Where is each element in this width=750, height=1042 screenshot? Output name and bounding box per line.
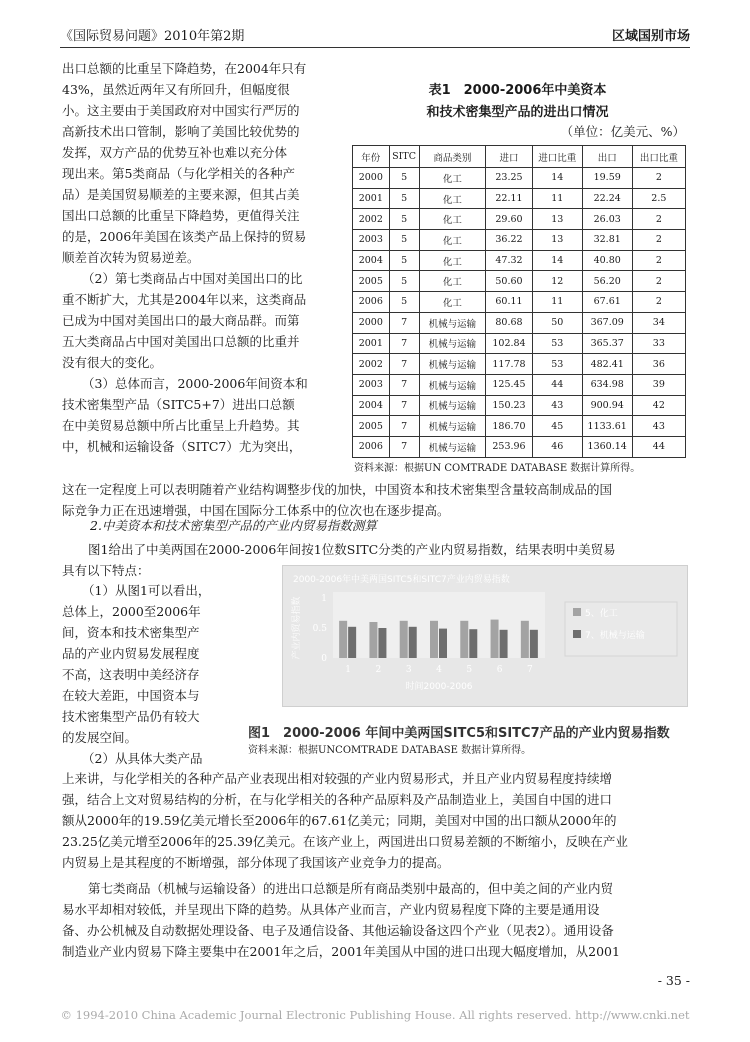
table-row xyxy=(353,230,686,251)
chart-bar xyxy=(521,621,529,658)
table-row xyxy=(353,168,686,189)
text-line: 第七类商品（机械与运输设备）的进出口总额是所有商品类别中最高的，但中美之间的产业内贸 xyxy=(88,881,614,896)
table-unit: （单位：亿美元、%） xyxy=(560,124,685,139)
table-cell: 化工 xyxy=(419,188,486,209)
chart-svg xyxy=(283,566,687,706)
table-cell: 50.60 xyxy=(486,271,533,292)
table-cell: 5 xyxy=(389,292,419,313)
table-cell: 2.5 xyxy=(632,188,685,209)
table-cell: 1360.14 xyxy=(582,436,632,457)
table-cell: 2003 xyxy=(353,230,390,251)
table-cell: 7 xyxy=(389,395,419,416)
figure-chart xyxy=(282,565,688,707)
table-cell: 33 xyxy=(632,333,685,354)
table-cell: 2 xyxy=(632,271,685,292)
text-line: 间，资本和技术密集型产 xyxy=(62,625,200,640)
table-cell: 53 xyxy=(532,354,582,375)
text-line: 制造业产业内贸易下降主要集中在2001年之后，2001年美国从中国的进口出现大幅度增加，从2001 xyxy=(62,944,620,959)
table-cell: 900.94 xyxy=(582,395,632,416)
table-cell: 50 xyxy=(532,312,582,333)
header-rule xyxy=(60,47,690,48)
text-line: 备、办公机械及自动数据处理设备、电子及通信设备、其他运输设备这四个产业（见表2）。通用设备 xyxy=(62,923,614,938)
left-column-text xyxy=(62,580,230,769)
chart-bar xyxy=(369,622,377,658)
text-line: 的发展空间。 xyxy=(62,730,138,745)
table-cell: 7 xyxy=(389,354,419,375)
table-row xyxy=(353,209,686,230)
data-table xyxy=(352,145,686,458)
table-header-row xyxy=(353,146,686,168)
table-cell: 43 xyxy=(632,416,685,437)
chart-bar xyxy=(348,627,356,658)
table-cell: 机械与运输 xyxy=(419,416,486,437)
table-cell: 5 xyxy=(389,188,419,209)
table-cell: 40.80 xyxy=(582,250,632,271)
table-cell: 14 xyxy=(532,168,582,189)
table-row xyxy=(353,188,686,209)
paragraph xyxy=(62,768,688,873)
text-line: （1）从图1可以看出， xyxy=(82,583,211,598)
page-number: - 35 - xyxy=(657,973,690,988)
table-cell: 机械与运输 xyxy=(419,436,486,457)
table-cell: 44 xyxy=(632,436,685,457)
table-cell: 67.61 xyxy=(582,292,632,313)
table-cell: 11 xyxy=(532,292,582,313)
table-cell: 186.70 xyxy=(486,416,533,437)
text-line: 内贸易上是其程度的不断增强，部分体现了我国该产业竞争力的提高。 xyxy=(62,855,450,870)
table-cell: 2 xyxy=(632,230,685,251)
chart-bar xyxy=(469,629,477,658)
chart-bar xyxy=(530,630,538,658)
table-cell: 43 xyxy=(532,395,582,416)
table-cell: 2005 xyxy=(353,416,390,437)
text-line: 品的产业内贸易发展程度 xyxy=(62,646,200,661)
text-line: 具有以下特点： xyxy=(62,563,150,578)
table-cell: 2 xyxy=(632,292,685,313)
table-cell: 2000 xyxy=(353,168,390,189)
table-cell: 26.03 xyxy=(582,209,632,230)
table-cell: 化工 xyxy=(419,271,486,292)
table-cell: 2004 xyxy=(353,395,390,416)
table-cell: 5 xyxy=(389,209,419,230)
text-line: 品）是美国贸易顺差的主要来源，但其占美 xyxy=(62,187,300,202)
table-cell: 2006 xyxy=(353,436,390,457)
text-line: 国出口总额的比重呈下降趋势，更值得关注 xyxy=(62,208,300,223)
table-cell: 2000 xyxy=(353,312,390,333)
text-line: （2）从具体大类产品 xyxy=(82,751,203,766)
chart-bar xyxy=(409,627,417,658)
table-cell: 2002 xyxy=(353,209,390,230)
chart-xtick-label: 4 xyxy=(436,665,442,675)
table-cell: 13 xyxy=(532,209,582,230)
table-cell: 36.22 xyxy=(486,230,533,251)
text-line: 图1给出了中美两国在2000-2006年间按1位数SITC分类的产业内贸易指数，结果表明中美贸易 xyxy=(88,542,616,557)
table-cell: 117.78 xyxy=(486,354,533,375)
table-cell: 22.24 xyxy=(582,188,632,209)
table-source: 资料来源：根据UN COMTRADE DATABASE 数据计算所得。 xyxy=(354,463,641,474)
chart-bar xyxy=(430,621,438,658)
table-row xyxy=(353,374,686,395)
table-row xyxy=(353,333,686,354)
text-line: 际竞争力正在迅速增强，中国在国际分工体系中的位次也在逐步提高。 xyxy=(62,503,450,518)
text-line: 已成为中国对美国出口的最大商品群。而第 xyxy=(62,313,300,328)
left-column-text xyxy=(62,58,341,457)
table-cell: 2002 xyxy=(353,354,390,375)
table-cell: 机械与运输 xyxy=(419,395,486,416)
section-heading: 2.中美资本和技术密集型产品的产业内贸易指数测算 xyxy=(90,518,377,533)
table-cell: 2001 xyxy=(353,333,390,354)
table-row xyxy=(353,395,686,416)
table-cell: 23.25 xyxy=(486,168,533,189)
text-line: 的是，2006年美国在该类产品上保持的贸易 xyxy=(62,229,307,244)
text-line: 五大类商品占中国对美国出口总额的比重并 xyxy=(62,334,300,349)
table-cell: 42 xyxy=(632,395,685,416)
chart-bar xyxy=(339,621,347,658)
text-line: 不高，这表明中美经济存 xyxy=(62,667,200,682)
table-cell: 7 xyxy=(389,436,419,457)
text-line: 强，结合上文对贸易结构的分析，在与化学相关的各种产品原料及产品制造业上，美国自中国的进口 xyxy=(62,792,613,807)
table-row xyxy=(353,436,686,457)
table-header-cell: 进口 xyxy=(486,146,533,168)
copyright-footer: © 1994-2010 China Academic Journal Electronic Publishing House. All rights reserved. http://www.cnki.net xyxy=(60,1008,690,1022)
table-header-cell: 进口比重 xyxy=(532,146,582,168)
paragraph xyxy=(62,479,688,521)
text-line: 出口总额的比重呈下降趋势，在2004年只有 xyxy=(62,61,307,76)
table-cell: 29.60 xyxy=(486,209,533,230)
chart-bar xyxy=(491,620,499,658)
text-line: 总体上，2000至2006年 xyxy=(62,604,201,619)
table-cell: 53 xyxy=(532,333,582,354)
table-row xyxy=(353,250,686,271)
text-line: 现出来。第5类商品（与化学相关的各种产 xyxy=(62,166,295,181)
text-line: 这在一定程度上可以表明随着产业结构调整步伐的加快，中国资本和技术密集型含量较高制成品的国 xyxy=(62,482,613,497)
table-cell: 化工 xyxy=(419,250,486,271)
table-cell: 化工 xyxy=(419,209,486,230)
table-cell: 7 xyxy=(389,416,419,437)
text-line: 23.25亿美元增至2006年的25.39亿美元。在该产业上，两国进出口贸易差额的不断缩小，反映在产业 xyxy=(62,834,628,849)
chart-xtick-label: 3 xyxy=(405,665,412,675)
text-line: 高新技术出口管制，影响了美国比较优势的 xyxy=(62,124,300,139)
text-line: （3）总体而言，2000-2006年间资本和 xyxy=(82,376,308,391)
chart-bar xyxy=(439,629,447,658)
table-cell: 482.41 xyxy=(582,354,632,375)
table-title-line: 和技术密集型产品的进出口情况 xyxy=(426,105,609,120)
table-cell: 化工 xyxy=(419,168,486,189)
table-cell: 365.37 xyxy=(582,333,632,354)
text-line: 顺差首次转为贸易逆差。 xyxy=(62,250,200,265)
table-cell: 44 xyxy=(532,374,582,395)
table-cell: 46 xyxy=(532,436,582,457)
table-cell: 14 xyxy=(532,250,582,271)
chart-bar xyxy=(500,630,508,658)
table-cell: 12 xyxy=(532,271,582,292)
text-line: 上来讲，与化学相关的各种产品产业表现出相对较强的产业内贸易形式，并且产业内贸易程度持续增 xyxy=(62,771,613,786)
figure-source: 资料来源：根据UNCOMTRADE DATABASE 数据计算所得。 xyxy=(248,745,532,756)
table-cell: 5 xyxy=(389,271,419,292)
table-cell: 47.32 xyxy=(486,250,533,271)
text-line: （2）第七类商品占中国对美国出口的比 xyxy=(82,271,303,286)
table-cell: 150.23 xyxy=(486,395,533,416)
table-cell: 102.84 xyxy=(486,333,533,354)
chart-legend-box xyxy=(565,602,677,656)
chart-legend-label: 7、机械与运输 xyxy=(585,631,645,641)
table-cell: 5 xyxy=(389,168,419,189)
table-cell: 2001 xyxy=(353,188,390,209)
table-cell: 7 xyxy=(389,374,419,395)
text-line: 技术密集型产品（SITC5+7）进出口总额 xyxy=(62,397,295,412)
chart-legend-swatch xyxy=(573,608,581,616)
chart-bar xyxy=(460,621,468,658)
table-cell: 34 xyxy=(632,312,685,333)
table-cell: 化工 xyxy=(419,230,486,251)
table-cell: 2 xyxy=(632,250,685,271)
figure-caption: 图1 2000-2006 年间中美两国SITC5和SITC7产品的产业内贸易指数 xyxy=(248,726,670,741)
text-line: 发挥，双方产品的优势互补也难以充分体 xyxy=(62,145,288,160)
table-row xyxy=(353,312,686,333)
table-cell: 80.68 xyxy=(486,312,533,333)
table-cell: 机械与运输 xyxy=(419,374,486,395)
text-line: 中，机械和运输设备（SITC7）尤为突出， xyxy=(62,439,302,454)
table-header-cell: 年份 xyxy=(353,146,390,168)
chart-ytick-label: 0.5 xyxy=(312,624,327,634)
table-cell: 2005 xyxy=(353,271,390,292)
table-cell: 32.81 xyxy=(582,230,632,251)
table-cell: 机械与运输 xyxy=(419,312,486,333)
text-line: 没有很大的变化。 xyxy=(62,355,163,370)
table-cell: 56.20 xyxy=(582,271,632,292)
chart-xtick-label: 6 xyxy=(496,665,503,675)
table-cell: 45 xyxy=(532,416,582,437)
table-cell: 19.59 xyxy=(582,168,632,189)
table-cell: 2 xyxy=(632,209,685,230)
chart-xtick-label: 1 xyxy=(345,665,352,675)
table-header-cell: 出口比重 xyxy=(632,146,685,168)
text-line: 在较大差距，中国资本与 xyxy=(62,688,200,703)
chart-legend-label: 5、化工 xyxy=(585,609,618,619)
table-cell: 36 xyxy=(632,354,685,375)
table-cell: 13 xyxy=(532,230,582,251)
table-cell: 11 xyxy=(532,188,582,209)
table-cell: 60.11 xyxy=(486,292,533,313)
text-line: 重不断扩大，尤其是2004年以来，这类商品 xyxy=(62,292,307,307)
table-cell: 22.11 xyxy=(486,188,533,209)
table-header-cell: 商品类别 xyxy=(419,146,486,168)
text-line: 易水平却相对较低，并呈现出下降的趋势。从具体产业而言，产业内贸易程度下降的主要是通用设 xyxy=(62,902,600,917)
paragraph xyxy=(62,878,688,962)
chart-ytick-label: 1 xyxy=(321,594,327,604)
section-header: 区域国别市场 xyxy=(611,29,690,44)
table-header-cell: SITC xyxy=(389,146,419,168)
table-cell: 机械与运输 xyxy=(419,354,486,375)
table-cell: 1133.61 xyxy=(582,416,632,437)
table-row xyxy=(353,292,686,313)
text-line: 小。这主要由于美国政府对中国实行严厉的 xyxy=(62,103,300,118)
text-line: 在中美贸易总额中所占比重呈上升趋势。其 xyxy=(62,418,300,433)
table-cell: 5 xyxy=(389,250,419,271)
table-cell: 7 xyxy=(389,333,419,354)
text-line: 额从2000年的19.59亿美元增长至2006年的67.61亿美元；同期，美国对中国的出口额从2000年的 xyxy=(62,813,617,828)
text-line: 43%，虽然近两年又有所回升，但幅度很 xyxy=(62,82,290,97)
table-cell: 125.45 xyxy=(486,374,533,395)
table-cell: 机械与运输 xyxy=(419,333,486,354)
chart-xtick-label: 7 xyxy=(526,665,533,675)
journal-header: 《国际贸易问题》2010年第2期 xyxy=(60,29,245,44)
chart-ytick-label: 0 xyxy=(321,654,327,664)
table-cell: 2006 xyxy=(353,292,390,313)
chart-title: 2000-2006年中美两国SITC5和SITC7产业内贸易指数 xyxy=(293,575,510,585)
table-cell: 253.96 xyxy=(486,436,533,457)
table-cell: 化工 xyxy=(419,292,486,313)
table-cell: 2003 xyxy=(353,374,390,395)
table-title xyxy=(350,80,685,124)
chart-xtick-label: 5 xyxy=(466,665,473,675)
table-row xyxy=(353,271,686,292)
table-cell: 7 xyxy=(389,312,419,333)
table-title-line: 表1 2000-2006年中美资本 xyxy=(428,83,607,98)
table-cell: 2004 xyxy=(353,250,390,271)
chart-legend-swatch xyxy=(573,630,581,638)
table-cell: 5 xyxy=(389,230,419,251)
table-cell: 2 xyxy=(632,168,685,189)
table-row xyxy=(353,354,686,375)
table-header-cell: 出口 xyxy=(582,146,632,168)
table-cell: 39 xyxy=(632,374,685,395)
chart-xlabel: 时间2000-2006 xyxy=(405,682,473,692)
chart-xtick-label: 2 xyxy=(375,665,382,675)
table-cell: 634.98 xyxy=(582,374,632,395)
table-cell: 367.09 xyxy=(582,312,632,333)
chart-bar xyxy=(378,628,386,658)
chart-bar xyxy=(400,621,408,658)
text-line: 技术密集型产品仍有较大 xyxy=(62,709,200,724)
chart-ylabel: 产业内贸易指数 xyxy=(292,596,302,660)
table-row xyxy=(353,416,686,437)
